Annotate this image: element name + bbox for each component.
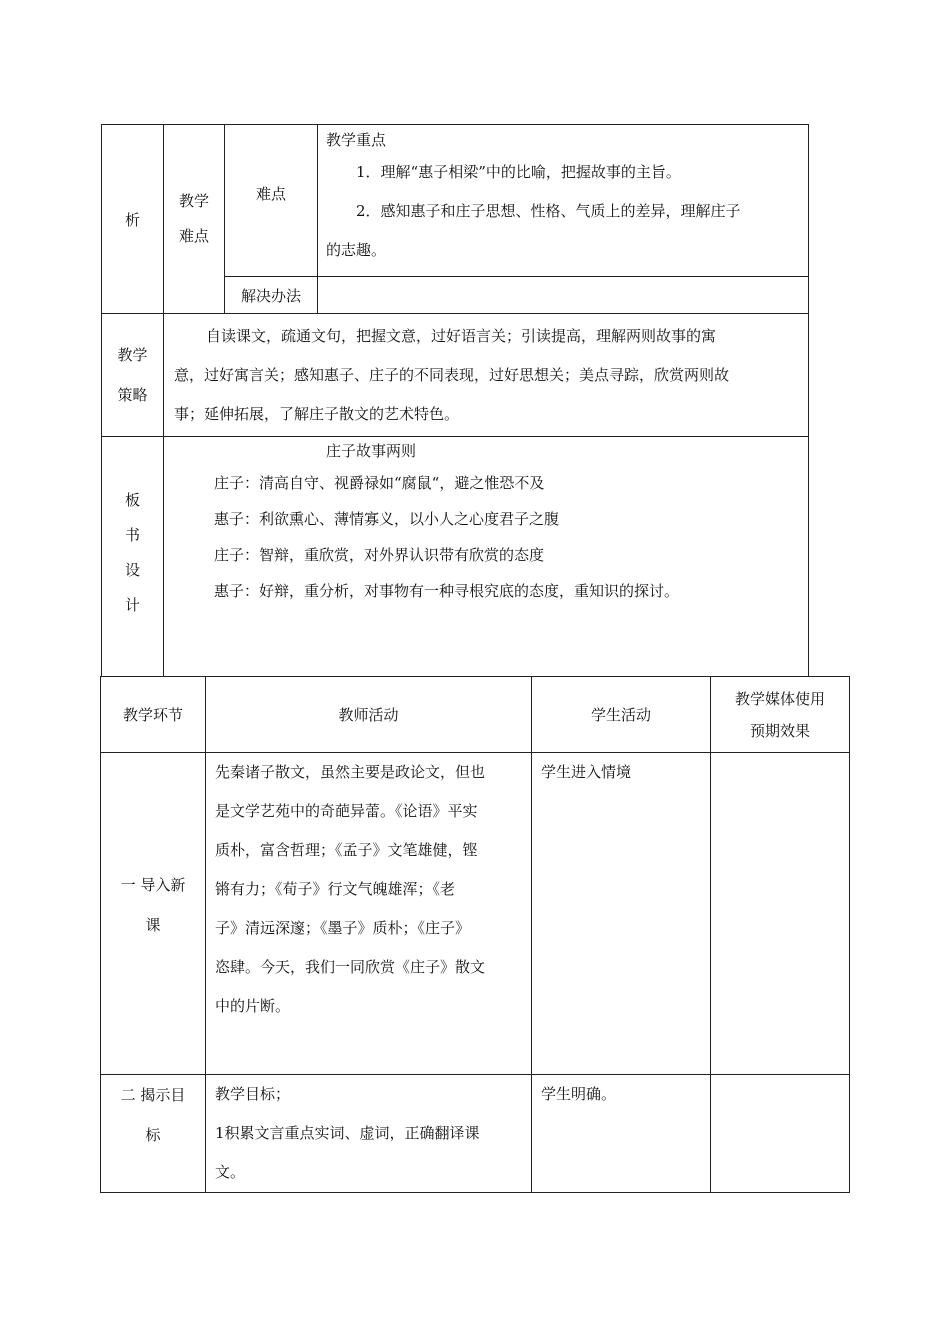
teacher-activity-1 (206, 753, 532, 1075)
student-2-text: 学生明确。 (541, 1085, 617, 1103)
teaching-focus-title: 教学重点 (326, 131, 387, 149)
focus-item-1: 1．理解“惠子相梁”中的比喻，把握故事的主旨。 (356, 163, 681, 181)
stage-1-line-2: 课 (145, 916, 161, 934)
teacher-1-line-3: 质朴，富含哲理；《孟子》文笔雄健，铿 (215, 841, 478, 859)
board-line-2: 惠子：利欲熏心、薄情寡义，以小人之心度君子之腹 (214, 510, 560, 528)
teaching-process-table (100, 676, 850, 1193)
lesson-plan-top-table (101, 124, 809, 677)
strategy-line-3: 事；延伸拓展，了解庄子散文的艺术特色。 (174, 404, 460, 423)
difficulty-label-line-1: 教学 (178, 192, 209, 210)
solution-label: 解决办法 (225, 277, 318, 314)
stage-2-line-2: 标 (145, 1126, 161, 1144)
header-student-activity: 学生活动 (532, 677, 711, 753)
teacher-2-line-2: 1积累文言重点实词、虚词，正确翻译课 (215, 1124, 480, 1142)
student-activity-1 (532, 753, 711, 1075)
analysis-row (102, 125, 809, 277)
strategy-label (102, 314, 164, 437)
board-line-3: 庄子：智辩，重欣赏，对外界认识带有欣赏的态度 (214, 546, 545, 564)
table-row (101, 753, 850, 1075)
table-row (101, 1075, 850, 1193)
teaching-focus-cell (318, 125, 809, 277)
board-label-3: 设 (124, 561, 140, 579)
stage-2-line-1: 二 揭示目 (120, 1086, 186, 1104)
difficulty-label (164, 125, 225, 314)
strategy-line-1: 自读课文，疏通文句，把握文意，过好语言关；引读提高，理解两则故事的寓 (206, 326, 717, 345)
board-label-4: 计 (124, 596, 140, 614)
board-label-2: 书 (124, 526, 140, 544)
student-1-text: 学生进入情境 (541, 763, 632, 781)
teacher-2-line-1: 教学目标； (215, 1085, 291, 1103)
header-media-line-1: 教学媒体使用 (734, 689, 825, 708)
solution-value (318, 277, 809, 314)
teacher-1-line-2: 是文学艺苑中的奇葩异蕾。《论语》平实 (215, 802, 478, 820)
strategy-label-line-2: 策略 (117, 386, 148, 404)
strategy-label-line-1: 教学 (117, 346, 148, 364)
analysis-label: 析 (102, 125, 164, 314)
board-title: 庄子故事两则 (326, 442, 417, 460)
process-header-row (101, 677, 850, 753)
board-design-content (164, 437, 809, 677)
teacher-1-line-6: 恣肆。今天，我们一同欣赏《庄子》散文 (215, 958, 486, 976)
board-label-1: 板 (124, 491, 140, 509)
strategy-row (102, 314, 809, 437)
header-media-effect (711, 677, 850, 753)
teacher-2-line-3: 文。 (215, 1163, 246, 1181)
teacher-1-line-7: 中的片断。 (215, 997, 291, 1015)
header-media-line-2: 预期效果 (749, 721, 810, 740)
stage-1-line-1: 一 导入新 (120, 876, 186, 894)
difficulty-sub-label: 难点 (225, 125, 318, 277)
media-effect-1 (711, 753, 850, 1075)
student-activity-2 (532, 1075, 711, 1193)
board-design-row (102, 437, 809, 677)
stage-1-label (101, 753, 206, 1075)
focus-item-2: 2．感知惠子和庄子思想、性格、气质上的差异，理解庄子 (356, 202, 741, 220)
teacher-1-line-4: 锵有力；《荀子》行文气魄雄浑；《老 (215, 880, 456, 898)
stage-2-label (101, 1075, 206, 1193)
media-effect-2 (711, 1075, 850, 1193)
header-teacher-activity: 教师活动 (206, 677, 532, 753)
teacher-activity-2 (206, 1075, 532, 1193)
difficulty-label-line-2: 难点 (178, 227, 209, 245)
board-line-4: 惠子：好辩，重分析，对事物有一种寻根究底的态度，重知识的探讨。 (214, 582, 680, 600)
board-line-1: 庄子：清高自守、视爵禄如“腐鼠“，避之惟恐不及 (214, 474, 545, 492)
board-design-label (102, 437, 164, 677)
focus-item-3: 的志趣。 (326, 241, 387, 259)
strategy-text (164, 314, 809, 437)
teacher-1-line-5: 子》清远深邃；《墨子》质朴；《庄子》 (215, 919, 471, 937)
strategy-line-2: 意，过好寓言关；感知惠子、庄子的不同表现，过好思想关；美点寻踪，欣赏两则故 (174, 365, 730, 384)
header-stage: 教学环节 (101, 677, 206, 753)
teacher-1-line-1: 先秦诸子散文，虽然主要是政论文，但也 (215, 763, 486, 781)
